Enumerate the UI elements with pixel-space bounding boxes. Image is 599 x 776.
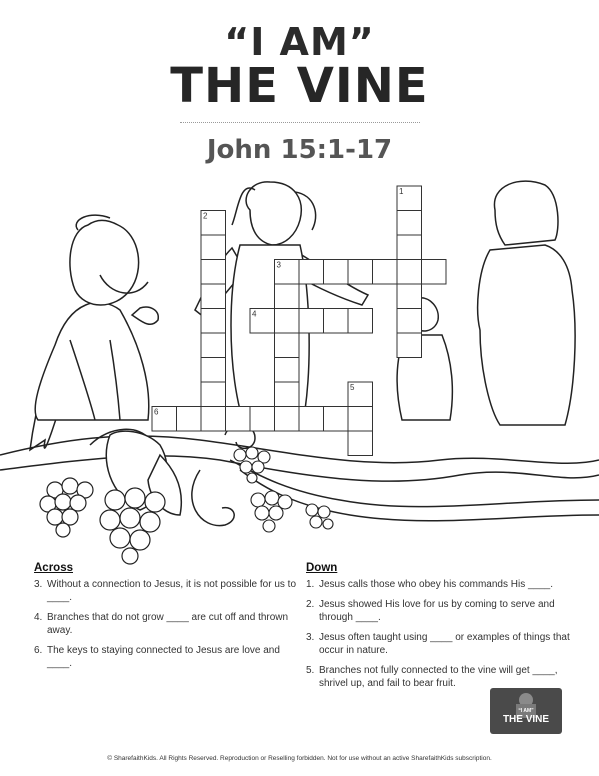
crossword-cell-number: 3 <box>276 260 281 270</box>
clue-down-2 <box>306 598 576 624</box>
crossword-cell[interactable] <box>201 260 226 285</box>
clue-across-4 <box>34 611 299 637</box>
crossword-cell[interactable] <box>348 431 373 456</box>
clue-text: Jesus often taught using ____ or examples of things that occur in nature. <box>319 632 570 656</box>
grape-cluster-center <box>100 488 165 564</box>
crossword-cell[interactable] <box>299 260 324 285</box>
lesson-badge-logo <box>490 688 562 734</box>
crossword-cell[interactable] <box>348 407 373 432</box>
crossword-cell[interactable] <box>275 309 300 334</box>
crossword-cell[interactable] <box>201 284 226 309</box>
down-clues <box>306 562 576 697</box>
across-clues <box>34 562 299 677</box>
clue-across-3 <box>34 578 299 604</box>
crossword-cell[interactable] <box>397 260 422 285</box>
page-title-line1: “I AM” <box>224 20 375 64</box>
crossword-cell[interactable] <box>275 358 300 383</box>
clue-down-3 <box>306 631 576 657</box>
clue-across-6 <box>34 644 299 670</box>
crossword-cell[interactable] <box>299 407 324 432</box>
clue-down-1 <box>306 578 576 591</box>
clue-number: 1. <box>306 579 315 590</box>
crossword-cell[interactable] <box>275 333 300 358</box>
page-title-line2: THE VINE <box>170 58 429 114</box>
clue-number: 2. <box>306 599 315 610</box>
crossword-cell[interactable] <box>250 407 275 432</box>
crossword-cell-number: 6 <box>154 407 159 417</box>
woman-illustration <box>478 181 575 425</box>
crossword-cell[interactable] <box>275 407 300 432</box>
clue-text: Without a connection to Jesus, it is not possible for us to ____. <box>47 579 297 603</box>
clue-text: Branches that do not grow ____ are cut off and thrown away. <box>47 612 289 636</box>
crossword-cell[interactable] <box>422 260 447 285</box>
clue-number: 6. <box>34 645 43 656</box>
grape-cluster-lower <box>251 491 333 532</box>
crossword-cell[interactable] <box>397 235 422 260</box>
crossword-cell[interactable] <box>275 382 300 407</box>
crossword-cell[interactable] <box>397 211 422 236</box>
across-heading: Across <box>34 562 73 574</box>
crossword-cell[interactable] <box>373 260 398 285</box>
crossword-cell[interactable] <box>275 284 300 309</box>
crossword-cell[interactable] <box>177 407 202 432</box>
crossword-cell[interactable] <box>201 407 226 432</box>
crossword-cell-number: 1 <box>399 187 404 196</box>
crossword-cell[interactable] <box>397 333 422 358</box>
clue-number: 5. <box>306 665 315 676</box>
crossword-cell[interactable] <box>397 284 422 309</box>
clue-number: 3. <box>34 579 43 590</box>
badge-line2: THE VINE <box>502 714 550 725</box>
scripture-reference: John 15:1-17 <box>206 135 393 165</box>
badge-line1: “I AM” <box>518 708 534 714</box>
clue-text: Jesus showed His love for us by coming to serve and through ____. <box>319 599 555 623</box>
title-divider <box>180 122 420 123</box>
crossword-cell[interactable] <box>348 309 373 334</box>
clue-text: Jesus calls those who obey his commands His ____. <box>319 579 554 590</box>
clue-down-5 <box>306 664 576 690</box>
grape-cluster-left <box>40 478 93 537</box>
vine-illustration <box>0 425 599 526</box>
crossword-cell[interactable] <box>324 407 349 432</box>
clue-number: 3. <box>306 632 315 643</box>
crossword-cell[interactable] <box>201 358 226 383</box>
crossword-cell[interactable] <box>226 407 251 432</box>
old-man-illustration <box>30 215 158 450</box>
clue-text: Branches not fully connected to the vine will get ____, shrivel up, and fail to bear fruit. <box>319 665 558 689</box>
clue-number: 4. <box>34 612 43 623</box>
crossword-cell[interactable] <box>201 382 226 407</box>
crossword-cell[interactable] <box>324 309 349 334</box>
down-heading: Down <box>306 562 338 574</box>
crossword-cell[interactable] <box>397 309 422 334</box>
crossword-illustration <box>0 170 599 565</box>
crossword-cell[interactable] <box>348 260 373 285</box>
crossword-cell[interactable] <box>324 260 349 285</box>
crossword-cell-number: 5 <box>350 383 355 392</box>
crossword-cell[interactable] <box>299 309 324 334</box>
crossword-cell[interactable] <box>201 309 226 334</box>
crossword-cell[interactable] <box>201 235 226 260</box>
crossword-cell-number: 4 <box>252 309 257 319</box>
clue-text: The keys to staying connected to Jesus are love and ____. <box>47 645 280 669</box>
crossword-cell-number: 2 <box>203 211 208 221</box>
crossword-cell[interactable] <box>201 333 226 358</box>
copyright-footer: © SharefaithKids. All Rights Reserved. Reproduction or Reselling forbidden. Not for use without an active SharefaithKids subscription. <box>107 755 492 762</box>
